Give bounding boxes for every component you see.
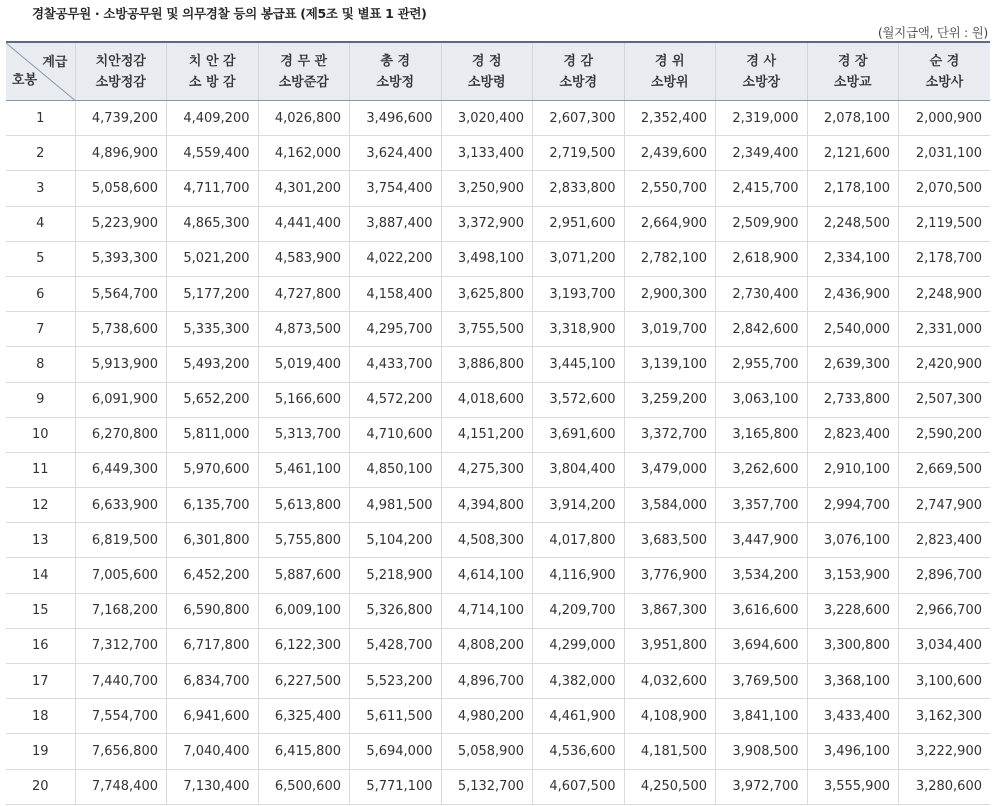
salary-cell: 2,439,600 xyxy=(624,136,716,171)
salary-cell: 7,005,600 xyxy=(75,558,167,593)
corner-cell xyxy=(6,42,75,101)
column-header xyxy=(533,42,625,101)
salary-cell: 4,536,600 xyxy=(533,734,625,769)
column-header xyxy=(167,42,259,101)
salary-cell: 4,583,900 xyxy=(258,241,350,276)
salary-cell: 2,178,700 xyxy=(899,241,991,276)
salary-cell: 3,433,400 xyxy=(807,699,899,734)
salary-cell: 3,496,600 xyxy=(350,101,442,136)
salary-cell: 4,209,700 xyxy=(533,593,625,628)
table-row xyxy=(6,593,990,628)
salary-cell: 3,372,700 xyxy=(624,417,716,452)
salary-cell: 3,534,200 xyxy=(716,558,808,593)
salary-cell: 3,372,900 xyxy=(441,206,533,241)
salary-cell: 2,842,600 xyxy=(716,312,808,347)
salary-cell: 2,352,400 xyxy=(624,101,716,136)
table-row xyxy=(6,523,990,558)
salary-cell: 4,017,800 xyxy=(533,523,625,558)
table-row xyxy=(6,276,990,311)
step-cell: 1 xyxy=(6,101,75,136)
salary-cell: 7,748,400 xyxy=(75,769,167,804)
column-header-fire-rank: 소 방 감 xyxy=(188,74,236,90)
salary-cell: 4,299,000 xyxy=(533,628,625,663)
salary-cell: 6,415,800 xyxy=(258,734,350,769)
salary-cell: 3,625,800 xyxy=(441,276,533,311)
salary-cell: 5,393,300 xyxy=(75,241,167,276)
table-row xyxy=(6,206,990,241)
column-header-fire-rank: 소방교 xyxy=(833,74,872,90)
salary-cell: 4,108,900 xyxy=(624,699,716,734)
salary-cell: 2,436,900 xyxy=(807,276,899,311)
salary-cell: 2,618,900 xyxy=(716,241,808,276)
salary-cell: 3,153,900 xyxy=(807,558,899,593)
salary-cell: 3,572,600 xyxy=(533,382,625,417)
column-header xyxy=(899,42,991,101)
salary-cell: 4,710,600 xyxy=(350,417,442,452)
salary-cell: 5,913,900 xyxy=(75,347,167,382)
salary-cell: 5,771,100 xyxy=(350,769,442,804)
column-header-police-rank: 경 감 xyxy=(563,53,594,69)
step-cell: 15 xyxy=(6,593,75,628)
salary-cell: 4,441,400 xyxy=(258,206,350,241)
salary-cell: 4,981,500 xyxy=(350,488,442,523)
salary-cell: 2,248,500 xyxy=(807,206,899,241)
salary-cell: 5,611,500 xyxy=(350,699,442,734)
salary-cell: 4,714,100 xyxy=(441,593,533,628)
salary-cell: 4,896,700 xyxy=(441,664,533,699)
step-cell: 6 xyxy=(6,276,75,311)
salary-cell: 5,887,600 xyxy=(258,558,350,593)
salary-cell: 2,719,500 xyxy=(533,136,625,171)
salary-cell: 3,683,500 xyxy=(624,523,716,558)
salary-cell: 4,158,400 xyxy=(350,276,442,311)
step-cell: 11 xyxy=(6,452,75,487)
salary-cell: 2,782,100 xyxy=(624,241,716,276)
step-cell: 10 xyxy=(6,417,75,452)
salary-cell: 7,656,800 xyxy=(75,734,167,769)
salary-cell: 4,162,000 xyxy=(258,136,350,171)
salary-cell: 2,951,600 xyxy=(533,206,625,241)
salary-cell: 2,550,700 xyxy=(624,171,716,206)
corner-label-step: 호봉 xyxy=(12,73,38,88)
salary-cell: 5,652,200 xyxy=(167,382,259,417)
salary-cell: 5,493,200 xyxy=(167,347,259,382)
table-body xyxy=(6,101,990,805)
column-header xyxy=(624,42,716,101)
salary-cell: 4,727,800 xyxy=(258,276,350,311)
salary-cell: 6,009,100 xyxy=(258,593,350,628)
page-title: 경찰공무원 · 소방공무원 및 의무경찰 등의 봉급표 (제5조 및 별표 1 관련) xyxy=(32,6,427,21)
salary-cell: 5,461,100 xyxy=(258,452,350,487)
table-row xyxy=(6,136,990,171)
salary-cell: 3,193,700 xyxy=(533,276,625,311)
salary-cell: 5,694,000 xyxy=(350,734,442,769)
column-header-fire-rank: 소방정 xyxy=(376,74,415,90)
table-row xyxy=(6,101,990,136)
salary-cell: 5,428,700 xyxy=(350,628,442,663)
table-row xyxy=(6,488,990,523)
salary-cell: 5,613,800 xyxy=(258,488,350,523)
step-cell: 4 xyxy=(6,206,75,241)
salary-cell: 3,165,800 xyxy=(716,417,808,452)
salary-cell: 2,955,700 xyxy=(716,347,808,382)
salary-cell: 5,326,800 xyxy=(350,593,442,628)
salary-cell: 4,711,700 xyxy=(167,171,259,206)
salary-cell: 4,461,900 xyxy=(533,699,625,734)
step-cell: 12 xyxy=(6,488,75,523)
salary-cell: 2,334,100 xyxy=(807,241,899,276)
table-row xyxy=(6,347,990,382)
salary-cell: 3,222,900 xyxy=(899,734,991,769)
salary-cell: 3,555,900 xyxy=(807,769,899,804)
salary-cell: 3,841,100 xyxy=(716,699,808,734)
salary-cell: 2,248,900 xyxy=(899,276,991,311)
column-header-police-rank: 경 정 xyxy=(471,53,502,69)
salary-cell: 2,319,000 xyxy=(716,101,808,136)
salary-cell: 4,896,900 xyxy=(75,136,167,171)
salary-cell: 4,394,800 xyxy=(441,488,533,523)
salary-cell: 3,020,400 xyxy=(441,101,533,136)
salary-cell: 4,026,800 xyxy=(258,101,350,136)
salary-cell: 4,865,300 xyxy=(167,206,259,241)
salary-cell: 4,850,100 xyxy=(350,452,442,487)
salary-cell: 2,121,600 xyxy=(807,136,899,171)
salary-cell: 2,000,900 xyxy=(899,101,991,136)
unit-note: (월지급액, 단위 : 원) xyxy=(877,25,988,40)
salary-cell: 2,590,200 xyxy=(899,417,991,452)
salary-cell: 2,639,300 xyxy=(807,347,899,382)
column-header-police-rank: 치안정감 xyxy=(95,53,146,69)
salary-cell: 5,755,800 xyxy=(258,523,350,558)
column-header xyxy=(716,42,808,101)
salary-cell: 2,896,700 xyxy=(899,558,991,593)
salary-cell: 2,833,800 xyxy=(533,171,625,206)
salary-cell: 2,070,500 xyxy=(899,171,991,206)
salary-cell: 4,295,700 xyxy=(350,312,442,347)
salary-cell: 6,091,900 xyxy=(75,382,167,417)
salary-cell: 4,018,600 xyxy=(441,382,533,417)
column-header-fire-rank: 소방위 xyxy=(650,74,689,90)
salary-cell: 4,301,200 xyxy=(258,171,350,206)
salary-cell: 3,300,800 xyxy=(807,628,899,663)
salary-cell: 2,509,900 xyxy=(716,206,808,241)
step-cell: 9 xyxy=(6,382,75,417)
corner-label-rank: 계급 xyxy=(42,55,68,70)
salary-cell: 4,607,500 xyxy=(533,769,625,804)
salary-cell: 3,162,300 xyxy=(899,699,991,734)
salary-cell: 2,664,900 xyxy=(624,206,716,241)
salary-cell: 3,496,100 xyxy=(807,734,899,769)
salary-cell: 3,071,200 xyxy=(533,241,625,276)
salary-cell: 6,122,300 xyxy=(258,628,350,663)
salary-cell: 6,135,700 xyxy=(167,488,259,523)
salary-cell: 3,139,100 xyxy=(624,347,716,382)
salary-cell: 5,523,200 xyxy=(350,664,442,699)
salary-cell: 2,747,900 xyxy=(899,488,991,523)
table-header xyxy=(6,42,990,101)
salary-cell: 3,076,100 xyxy=(807,523,899,558)
column-header-police-rank: 총 경 xyxy=(380,53,411,69)
step-cell: 14 xyxy=(6,558,75,593)
salary-cell: 4,409,200 xyxy=(167,101,259,136)
salary-cell: 3,063,100 xyxy=(716,382,808,417)
salary-cell: 6,452,200 xyxy=(167,558,259,593)
salary-cell: 2,178,100 xyxy=(807,171,899,206)
step-cell: 8 xyxy=(6,347,75,382)
salary-cell: 4,873,500 xyxy=(258,312,350,347)
salary-cell: 2,331,000 xyxy=(899,312,991,347)
salary-cell: 3,262,600 xyxy=(716,452,808,487)
column-header-police-rank: 순 경 xyxy=(929,53,960,69)
salary-cell: 2,031,100 xyxy=(899,136,991,171)
column-header-fire-rank: 소방령 xyxy=(467,74,506,90)
column-header xyxy=(75,42,167,101)
header-row xyxy=(6,42,990,101)
salary-cell: 3,886,800 xyxy=(441,347,533,382)
salary-cell: 2,420,900 xyxy=(899,347,991,382)
salary-cell: 5,132,700 xyxy=(441,769,533,804)
salary-cell: 2,966,700 xyxy=(899,593,991,628)
column-header xyxy=(258,42,350,101)
salary-cell: 4,022,200 xyxy=(350,241,442,276)
step-cell: 13 xyxy=(6,523,75,558)
salary-cell: 2,349,400 xyxy=(716,136,808,171)
salary-cell: 4,433,700 xyxy=(350,347,442,382)
salary-cell: 4,808,200 xyxy=(441,628,533,663)
salary-cell: 3,691,600 xyxy=(533,417,625,452)
column-header-fire-rank: 소방사 xyxy=(925,74,964,90)
salary-cell: 3,908,500 xyxy=(716,734,808,769)
salary-cell: 6,449,300 xyxy=(75,452,167,487)
column-header xyxy=(350,42,442,101)
salary-cell: 5,058,900 xyxy=(441,734,533,769)
salary-cell: 5,564,700 xyxy=(75,276,167,311)
table-row xyxy=(6,312,990,347)
table-row xyxy=(6,241,990,276)
salary-cell: 5,738,600 xyxy=(75,312,167,347)
salary-cell: 6,717,800 xyxy=(167,628,259,663)
column-header-fire-rank: 소방경 xyxy=(559,74,598,90)
table-row xyxy=(6,628,990,663)
salary-cell: 6,590,800 xyxy=(167,593,259,628)
salary-cell: 3,914,200 xyxy=(533,488,625,523)
salary-cell: 4,739,200 xyxy=(75,101,167,136)
salary-cell: 7,554,700 xyxy=(75,699,167,734)
column-header-police-rank: 경 장 xyxy=(837,53,868,69)
salary-cell: 3,498,100 xyxy=(441,241,533,276)
salary-cell: 5,166,600 xyxy=(258,382,350,417)
salary-cell: 5,019,400 xyxy=(258,347,350,382)
salary-cell: 5,104,200 xyxy=(350,523,442,558)
table-row xyxy=(6,664,990,699)
salary-cell: 2,900,300 xyxy=(624,276,716,311)
salary-cell: 4,250,500 xyxy=(624,769,716,804)
salary-cell: 3,769,500 xyxy=(716,664,808,699)
salary-cell: 3,280,600 xyxy=(899,769,991,804)
salary-cell: 6,819,500 xyxy=(75,523,167,558)
step-cell: 16 xyxy=(6,628,75,663)
table-row xyxy=(6,417,990,452)
salary-cell: 3,447,900 xyxy=(716,523,808,558)
column-header-fire-rank: 소방정감 xyxy=(95,74,146,90)
salary-cell: 4,275,300 xyxy=(441,452,533,487)
table-row xyxy=(6,452,990,487)
salary-cell: 2,910,100 xyxy=(807,452,899,487)
salary-cell: 5,177,200 xyxy=(167,276,259,311)
salary-cell: 3,259,200 xyxy=(624,382,716,417)
salary-cell: 7,040,400 xyxy=(167,734,259,769)
salary-cell: 2,823,400 xyxy=(807,417,899,452)
salary-cell: 3,972,700 xyxy=(716,769,808,804)
salary-cell: 7,130,400 xyxy=(167,769,259,804)
column-header-police-rank: 경 사 xyxy=(746,53,777,69)
column-header xyxy=(807,42,899,101)
salary-cell: 5,058,600 xyxy=(75,171,167,206)
salary-cell: 5,218,900 xyxy=(350,558,442,593)
step-cell: 2 xyxy=(6,136,75,171)
salary-cell: 7,440,700 xyxy=(75,664,167,699)
salary-cell: 5,021,200 xyxy=(167,241,259,276)
salary-cell: 6,941,600 xyxy=(167,699,259,734)
salary-cell: 3,584,000 xyxy=(624,488,716,523)
salary-cell: 5,223,900 xyxy=(75,206,167,241)
salary-cell: 4,151,200 xyxy=(441,417,533,452)
salary-cell: 3,951,800 xyxy=(624,628,716,663)
column-header-police-rank: 치 안 감 xyxy=(188,53,236,69)
salary-cell: 3,019,700 xyxy=(624,312,716,347)
salary-cell: 6,270,800 xyxy=(75,417,167,452)
salary-cell: 3,887,400 xyxy=(350,206,442,241)
step-cell: 3 xyxy=(6,171,75,206)
table-row xyxy=(6,734,990,769)
salary-cell: 2,733,800 xyxy=(807,382,899,417)
column-header-fire-rank: 소방준감 xyxy=(278,74,329,90)
salary-cell: 5,335,300 xyxy=(167,312,259,347)
salary-cell: 4,181,500 xyxy=(624,734,716,769)
salary-cell: 3,100,600 xyxy=(899,664,991,699)
salary-cell: 4,572,200 xyxy=(350,382,442,417)
salary-cell: 7,312,700 xyxy=(75,628,167,663)
salary-cell: 2,669,500 xyxy=(899,452,991,487)
step-cell: 19 xyxy=(6,734,75,769)
salary-cell: 3,754,400 xyxy=(350,171,442,206)
salary-cell: 3,250,900 xyxy=(441,171,533,206)
salary-cell: 4,614,100 xyxy=(441,558,533,593)
salary-cell: 3,368,100 xyxy=(807,664,899,699)
salary-cell: 3,228,600 xyxy=(807,593,899,628)
salary-cell: 3,133,400 xyxy=(441,136,533,171)
salary-cell: 5,313,700 xyxy=(258,417,350,452)
salary-cell: 2,507,300 xyxy=(899,382,991,417)
salary-cell: 3,616,600 xyxy=(716,593,808,628)
salary-cell: 2,730,400 xyxy=(716,276,808,311)
table-row xyxy=(6,558,990,593)
salary-cell: 3,624,400 xyxy=(350,136,442,171)
salary-cell: 2,607,300 xyxy=(533,101,625,136)
salary-cell: 3,776,900 xyxy=(624,558,716,593)
salary-cell: 2,540,000 xyxy=(807,312,899,347)
column-header-police-rank: 경 위 xyxy=(654,53,685,69)
salary-cell: 7,168,200 xyxy=(75,593,167,628)
salary-cell: 2,078,100 xyxy=(807,101,899,136)
salary-cell: 4,559,400 xyxy=(167,136,259,171)
salary-cell: 3,755,500 xyxy=(441,312,533,347)
salary-cell: 6,325,400 xyxy=(258,699,350,734)
salary-cell: 3,479,000 xyxy=(624,452,716,487)
salary-cell: 6,227,500 xyxy=(258,664,350,699)
salary-cell: 4,032,600 xyxy=(624,664,716,699)
salary-cell: 2,823,400 xyxy=(899,523,991,558)
salary-cell: 3,357,700 xyxy=(716,488,808,523)
column-header-police-rank: 경 무 관 xyxy=(280,53,328,69)
salary-cell: 2,994,700 xyxy=(807,488,899,523)
salary-cell: 3,694,600 xyxy=(716,628,808,663)
step-cell: 7 xyxy=(6,312,75,347)
step-cell: 5 xyxy=(6,241,75,276)
salary-cell: 3,804,400 xyxy=(533,452,625,487)
step-cell: 18 xyxy=(6,699,75,734)
salary-cell: 4,980,200 xyxy=(441,699,533,734)
salary-cell: 4,382,000 xyxy=(533,664,625,699)
salary-cell: 5,970,600 xyxy=(167,452,259,487)
salary-cell: 2,415,700 xyxy=(716,171,808,206)
salary-cell: 3,318,900 xyxy=(533,312,625,347)
salary-cell: 5,811,000 xyxy=(167,417,259,452)
column-header-fire-rank: 소방장 xyxy=(742,74,781,90)
salary-cell: 6,301,800 xyxy=(167,523,259,558)
salary-cell: 2,119,500 xyxy=(899,206,991,241)
salary-cell: 3,445,100 xyxy=(533,347,625,382)
step-cell: 17 xyxy=(6,664,75,699)
table-row xyxy=(6,382,990,417)
salary-cell: 6,834,700 xyxy=(167,664,259,699)
salary-cell: 4,116,900 xyxy=(533,558,625,593)
column-header xyxy=(441,42,533,101)
salary-cell: 3,034,400 xyxy=(899,628,991,663)
salary-cell: 3,867,300 xyxy=(624,593,716,628)
table-row xyxy=(6,769,990,804)
salary-cell: 6,633,900 xyxy=(75,488,167,523)
salary-cell: 6,500,600 xyxy=(258,769,350,804)
table-row xyxy=(6,171,990,206)
salary-cell: 4,508,300 xyxy=(441,523,533,558)
salary-table xyxy=(6,41,990,805)
step-cell: 20 xyxy=(6,769,75,804)
table-row xyxy=(6,699,990,734)
